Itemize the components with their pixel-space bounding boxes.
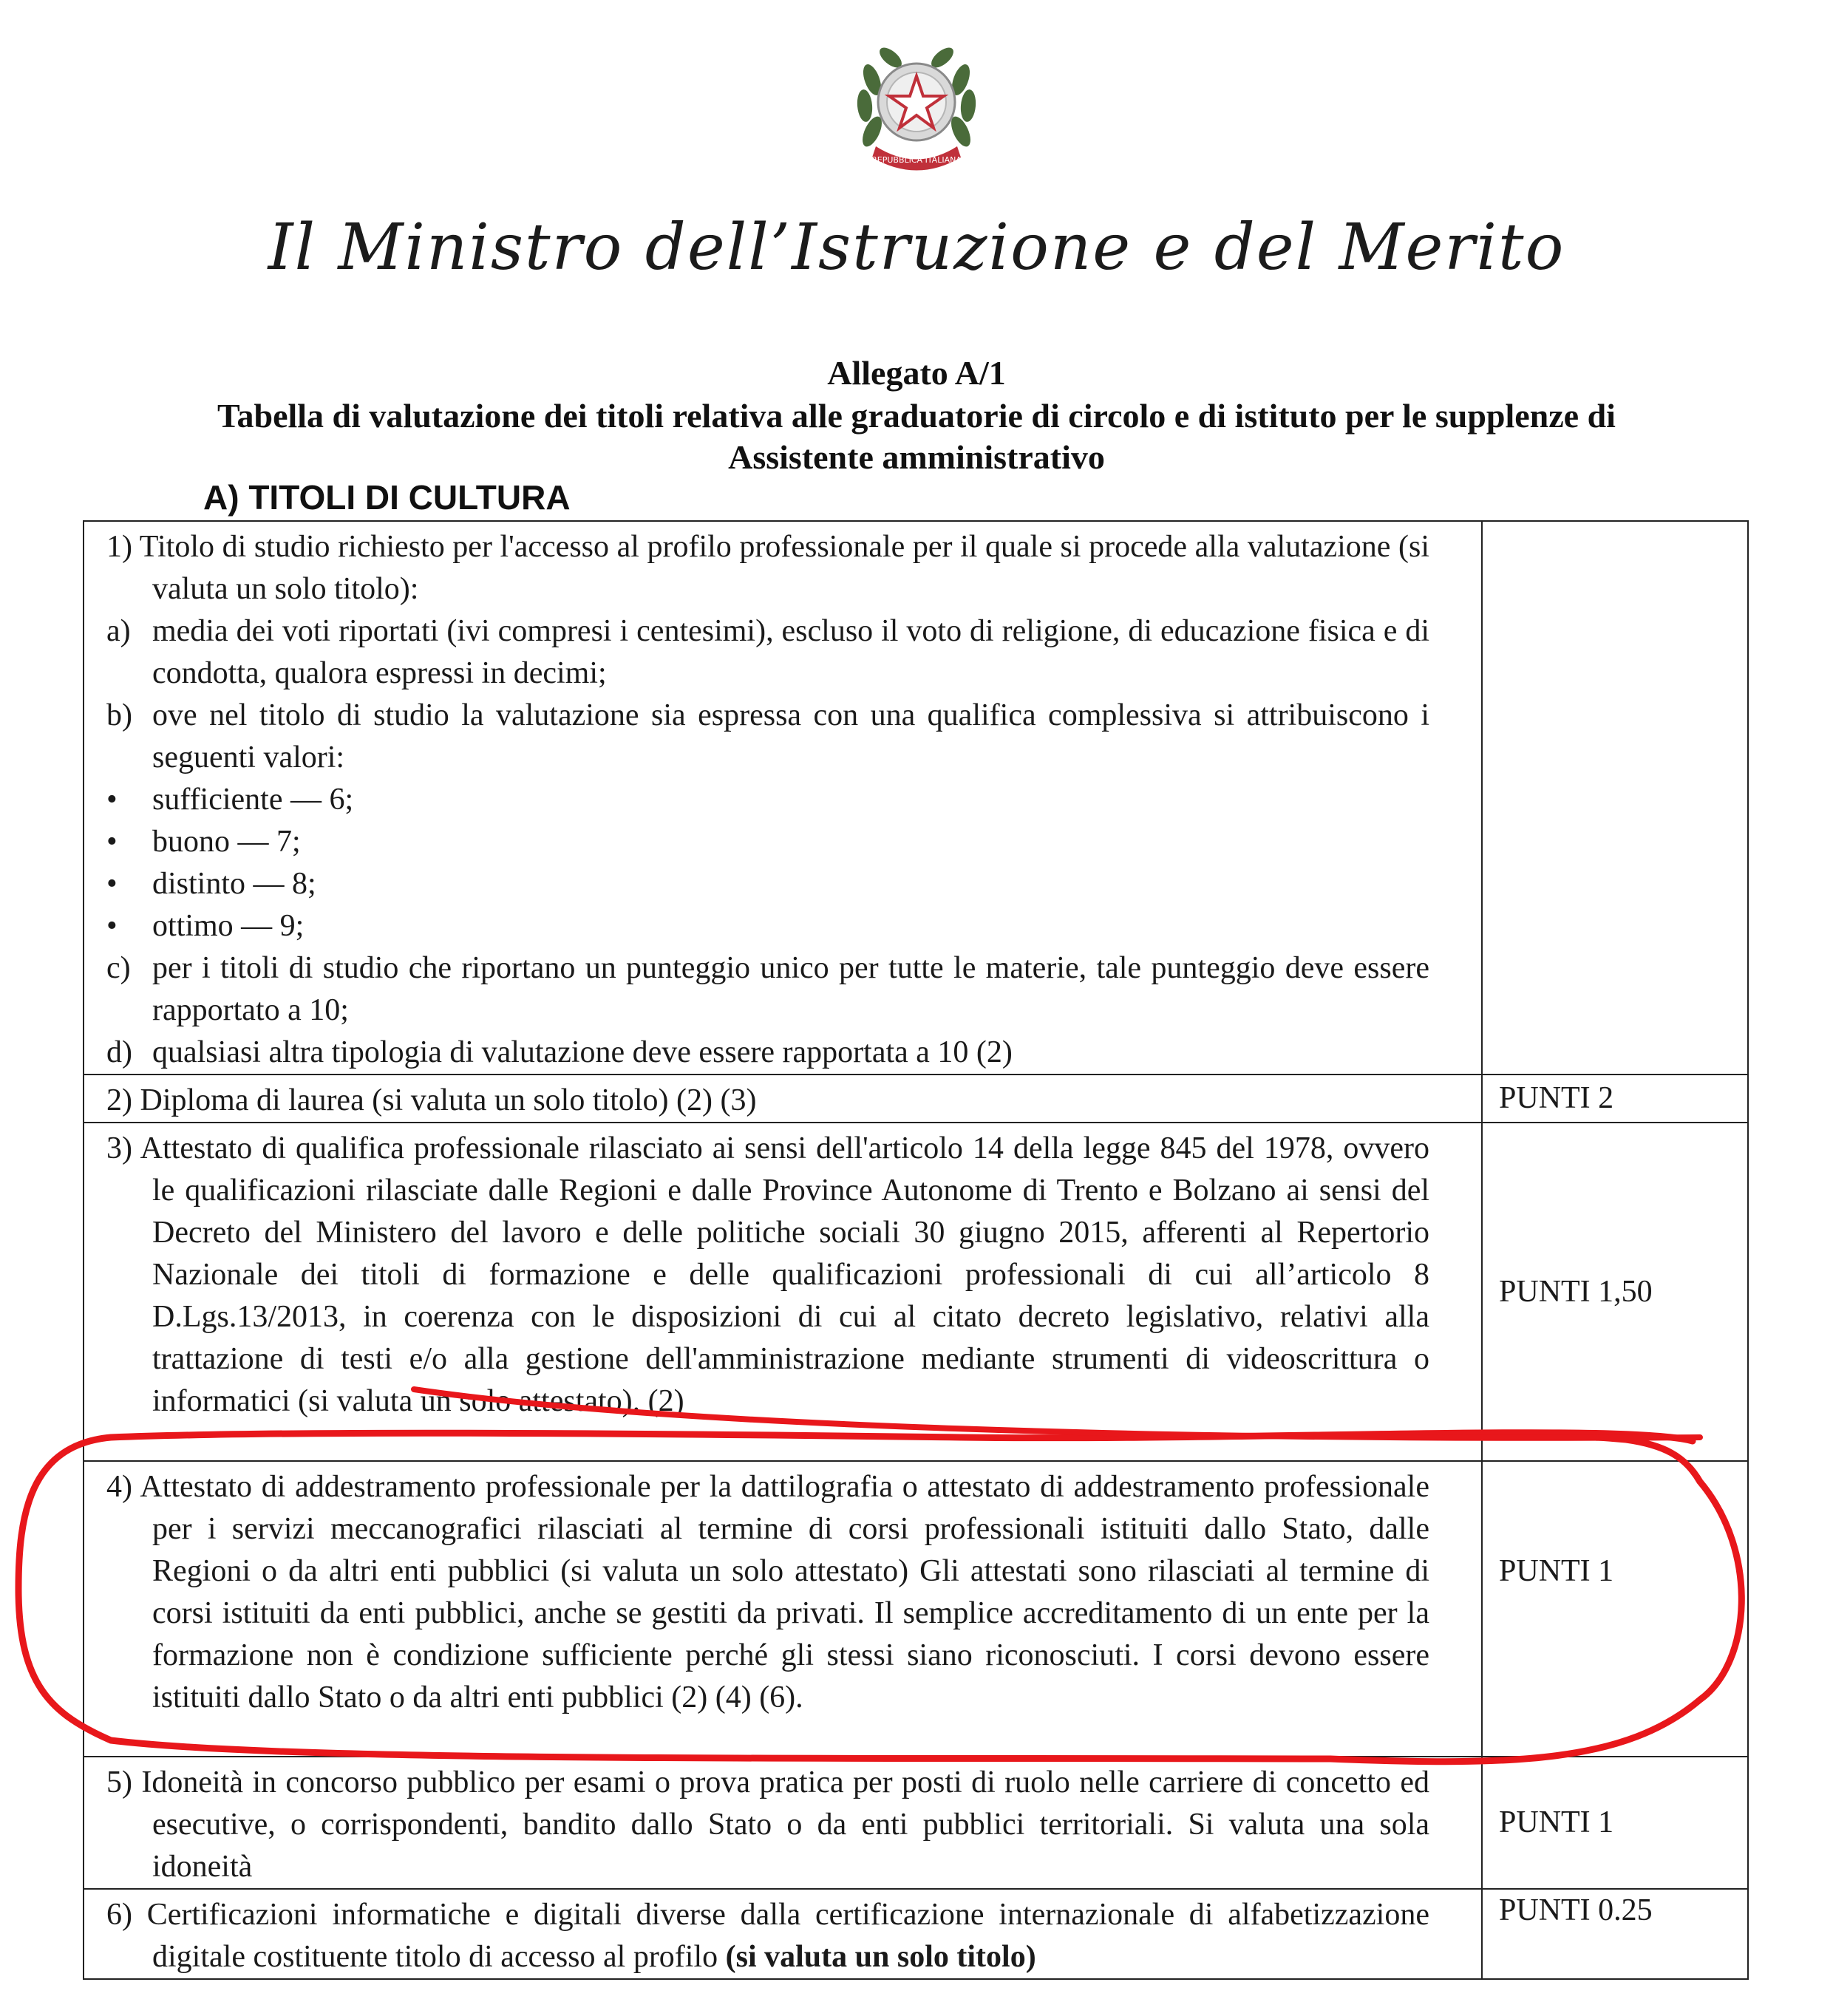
list-item: d) qualsiasi altra tipologia di valutazione deve essere rapportata a 10 (2) xyxy=(106,1035,1013,1069)
table-row xyxy=(84,1757,1748,1889)
section-heading: A) TITOLI DI CULTURA xyxy=(203,478,571,517)
row-points: PUNTI 1,50 xyxy=(1482,1123,1748,1461)
row-text: 1) Titolo di studio richiesto per l'accesso al profilo professionale per il quale si procede alla valutazione (si valuta un solo titolo): xyxy=(106,530,1429,606)
row-text: 2) Diploma di laurea (si valuta un solo titolo) (2) (3) xyxy=(106,1083,757,1117)
list-item: a) media dei voti riportati (ivi compresi i centesimi), escluso il voto di religione, di educazione fisica e di condotta, qualora espressi in decimi; xyxy=(106,614,1429,690)
tabella-title: Tabella di valutazione dei titoli relativa alle graduatorie di circolo e di istituto per le supplenze di xyxy=(217,397,1616,435)
row-description xyxy=(84,1461,1482,1757)
row-description xyxy=(84,521,1482,1075)
evaluation-table xyxy=(83,520,1749,1980)
row-points: PUNTI 1 xyxy=(1482,1757,1748,1889)
row-description xyxy=(84,1075,1482,1123)
list-item: • ottimo — 9; xyxy=(106,909,305,943)
row-text: 3) Attestato di qualifica professionale rilasciato ai sensi dell'articolo 14 della legge 845 del 1978, ovvero le qualificazioni rilasciate dalle Regioni e dalle Province Autonome di Trento e Bolzano ai sensi del Decreto del Ministero del lavoro e delle politiche sociali 30 giugno 2015, afferenti al Repertorio Nazionale dei titoli di formazione e delle qualificazioni professionali di cui all’articolo 8 D.Lgs.13/2013, in coerenza con le disposizioni di cui al citato decreto legislativo, relativi alla trattazione di testi e/o alla gestione dell'amministrazione mediante strumenti di videoscrittura o informatici (si valuta un solo attestato). (2) xyxy=(106,1131,1429,1418)
emblem-label: REPUBBLICA ITALIANA xyxy=(871,155,962,165)
row-points: PUNTI 0.25 xyxy=(1482,1889,1748,1979)
table-row xyxy=(84,1123,1748,1461)
table-row xyxy=(84,1461,1748,1757)
republic-emblem-icon xyxy=(850,35,983,176)
table-row xyxy=(84,1075,1748,1123)
list-item: • sufficiente — 6; xyxy=(106,783,354,817)
ministry-title: Il Ministro dell’Istruzione e del Merito xyxy=(268,211,1565,285)
table-row xyxy=(84,521,1748,1075)
tabella-subtitle: Assistente amministrativo xyxy=(728,438,1105,476)
list-item: b) ove nel titolo di studio la valutazione sia espressa con una qualifica complessiva si attribuiscono i seguenti valori: xyxy=(106,698,1429,774)
list-item: • distinto — 8; xyxy=(106,867,316,901)
allegato-title: Allegato A/1 xyxy=(827,354,1006,392)
row-description xyxy=(84,1757,1482,1889)
row-points xyxy=(1482,521,1748,1075)
row-description xyxy=(84,1889,1482,1979)
row-points: PUNTI 2 xyxy=(1482,1075,1748,1123)
row-text: 4) Attestato di addestramento professionale per la dattilografia o attestato di addestramento professionale per i servizi meccanografici rilasciati al termine di corsi professionali istituiti dallo Stato, dalle Regioni o da altri enti pubblici (si valuta un solo attestato) Gli attestati sono rilasciati al termine di corsi istituiti da enti pubblici, anche se gestiti da privati. Il semplice accreditamento di un ente per la formazione non è condizione sufficiente perché gli stessi siano riconosciuti. I corsi devono essere istituiti dallo Stato o da altri enti pubblici (2) (4) (6). xyxy=(106,1470,1429,1714)
row-points: PUNTI 1 xyxy=(1482,1461,1748,1757)
row-description xyxy=(84,1123,1482,1461)
row-text: 5) Idoneità in concorso pubblico per esami o prova pratica per posti di ruolo nelle carriere di concetto ed esecutive, o corrispondenti, bandito dallo Stato o da enti pubblici territoriali. Si valuta una sola idoneità xyxy=(106,1765,1429,1884)
list-item: c) per i titoli di studio che riportano un punteggio unico per tutte le materie, tale punteggio deve essere rapportato a 10; xyxy=(106,951,1429,1027)
table-row xyxy=(84,1889,1748,1979)
list-item: • buono — 7; xyxy=(106,825,301,859)
row-text: 6) Certificazioni informatiche e digitali diverse dalla certificazione internazionale di alfabetizzazione digitale costituente titolo di accesso al profilo (si valuta un solo titolo) xyxy=(106,1898,1429,1974)
